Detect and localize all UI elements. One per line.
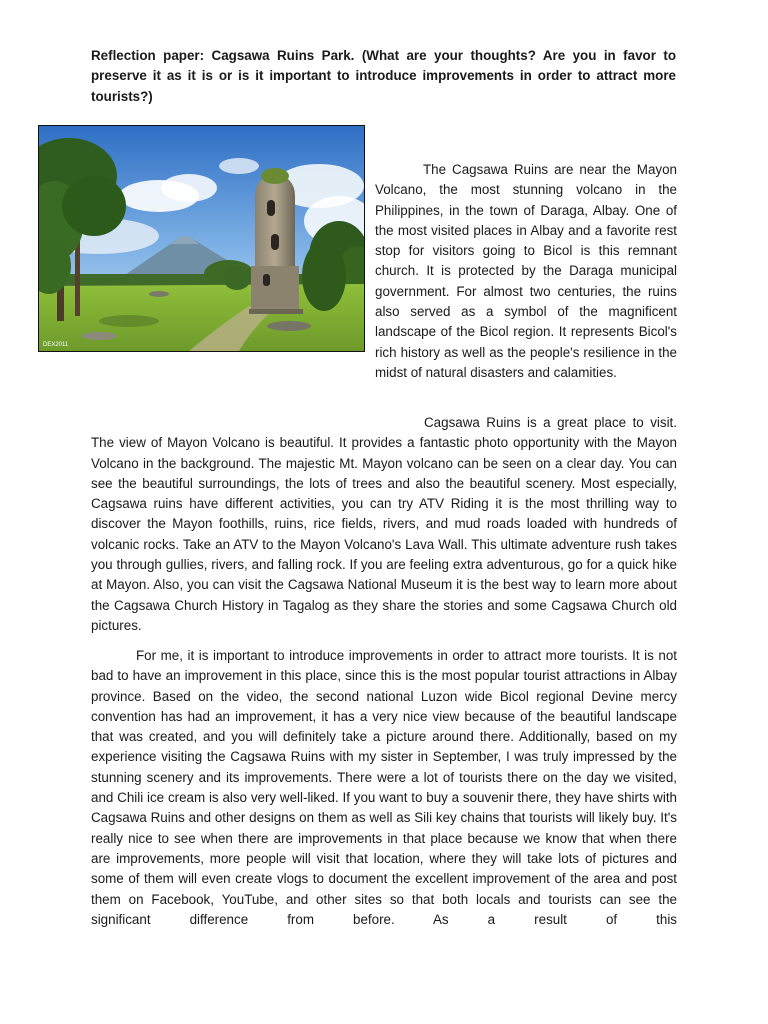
paragraph-1: The Cagsawa Ruins are near the Mayon Volcano, the most stunning volcano in the Philippines, in the town of Daraga, Albay. One of the most visited places in Albay and a favorite rest stop for visitors going to Bicol is this remnant church. It is protected by the Daraga municipal government. For almost two centuries, the ruins also served as a symbol of the magnificent landscape of the Bicol region. It represents Bicol's rich history as well as the people's resilience in the midst of natural disasters and calamities. xyxy=(375,162,677,380)
photo-watermark: DEX2011 xyxy=(43,342,69,348)
cagsawa-ruins-photo xyxy=(38,125,365,352)
photo-illustration xyxy=(39,126,364,351)
document-title: Reflection paper: Cagsawa Ruins Park. (What are your thoughts? Are you in favor to preserve it as it is or is it important to introduce improvements in order to attract more tourists?) xyxy=(91,48,676,104)
paragraph-2: Cagsawa Ruins is a great place to visit. The view of Mayon Volcano is beautiful. It provides a fantastic photo opportunity with the Mayon Volcano in the background. The majestic Mt. Mayon volcano can be seen on a clear day. You can see the beautiful surroundings, the lots of trees and also the beautiful scenery. Most especially, Cagsawa ruins have different activities, you can try ATV Riding it is the most thrilling way to discover the Mayon foothills, ruins, rice fields, rivers, and mud roads loaded with hundreds of volcanic rocks. Take an ATV to the Mayon Volcano's Lava Wall. This ultimate adventure rush takes you through gullies, rivers, and falling rock. If you are feeling extra adventurous, go for a quick hike at Mayon. Also, you can visit the Cagsawa National Museum it is the best way to learn more about the Cagsawa Church History in Tagalog as they share the stories and some Cagsawa Church old pictures. xyxy=(91,415,677,633)
paragraph-3: For me, it is important to introduce improvements in order to attract more tourists. It is not bad to have an improvement in this place, since this is the most popular tourist attractions in Albay province. Based on the video, the second national Luzon wide Bicol regional Devine mercy convention has had an improvement, it has a very nice view because of the beautiful landscape that was created, and you will definitely take a picture around there. Additionally, based on my experience visiting the Cagsawa Ruins with my sister in September, I was truly impressed by the stunning scenery and its improvements. There were a lot of tourists there on the day we visited, and Chili ice cream is also very well-liked. If you want to buy a souvenir there, they have shirts with Cagsawa Ruins and other designs on them as well as Sili key chains that tourists will likely buy. It's really nice to see when there are improvements in that place because we know that when there are improvements, more people will visit that location, where they will take lots of pictures and some of them will even create vlogs to document the excellent improvement of the area and post them on Facebook, YouTube, and other sites so that both locals and tourists can see the significant difference from before. As a result of this xyxy=(91,648,677,927)
